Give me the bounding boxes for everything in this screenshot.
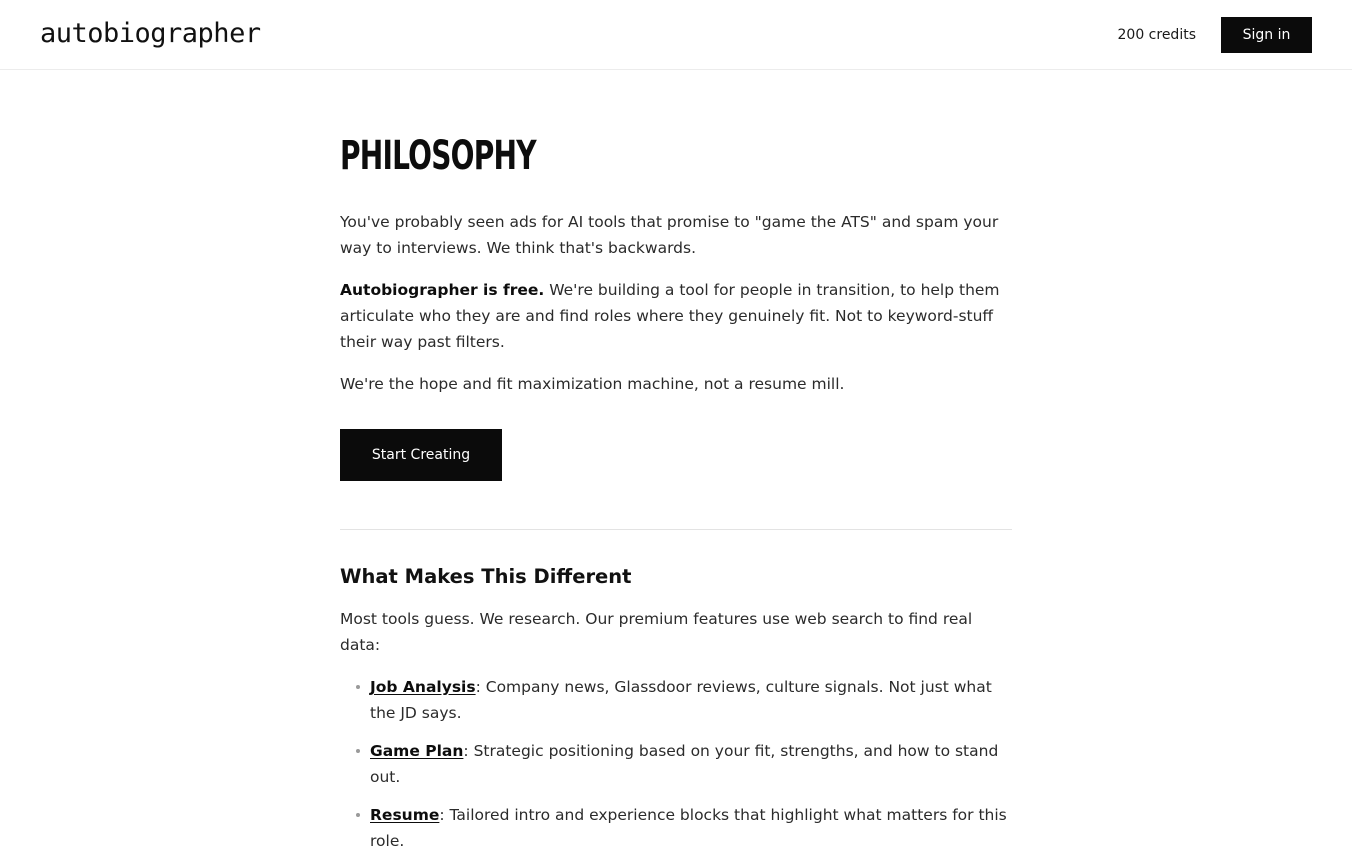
start-creating-button[interactable]: Start Creating xyxy=(340,429,502,481)
intro-paragraph: You've probably seen ads for AI tools that promise to "game the ATS" and spam your way to interviews. We think that's backwards. xyxy=(340,213,999,257)
free-statement: Autobiographer is free. xyxy=(340,281,545,299)
feature-item-job-analysis xyxy=(340,674,1012,726)
game-plan-link[interactable]: Game Plan xyxy=(370,742,464,760)
mission-paragraph: We're the hope and fit maximization machine, not a resume mill. xyxy=(340,375,845,393)
section-title: What Makes This Different xyxy=(340,565,632,588)
feature-description: : Company news, Glassdoor reviews, culture signals. Not just what the JD says. xyxy=(370,678,992,722)
features-list xyxy=(340,674,1012,854)
section-intro: Most tools guess. We research. Our premium features use web search to find real data: xyxy=(340,610,973,654)
free-paragraph-text: We're building a tool for people in transition, to help them articulate who they are and find roles where they genuinely fit. Not to keyword-stuff their way past filters. xyxy=(340,281,1000,351)
page-title: PHILOSOPHY xyxy=(340,133,536,179)
bullet-icon xyxy=(356,749,360,753)
section-divider xyxy=(340,529,1012,530)
bullet-icon xyxy=(356,813,360,817)
feature-item-game-plan xyxy=(340,738,1012,790)
credits-count: 200 credits xyxy=(1117,27,1196,43)
job-analysis-link[interactable]: Job Analysis xyxy=(370,678,476,696)
logo[interactable]: autobiographer xyxy=(40,18,261,49)
feature-item-resume xyxy=(340,802,1012,854)
free-paragraph xyxy=(340,277,1012,355)
feature-description: : Tailored intro and experience blocks that highlight what matters for this role. xyxy=(370,806,1007,850)
feature-description: : Strategic positioning based on your fit, strengths, and how to stand out. xyxy=(370,742,999,786)
resume-link[interactable]: Resume xyxy=(370,806,440,824)
top-navbar xyxy=(0,0,1352,70)
sign-in-button[interactable]: Sign in xyxy=(1221,17,1312,53)
philosophy-content xyxy=(340,128,1012,866)
bullet-icon xyxy=(356,685,360,689)
